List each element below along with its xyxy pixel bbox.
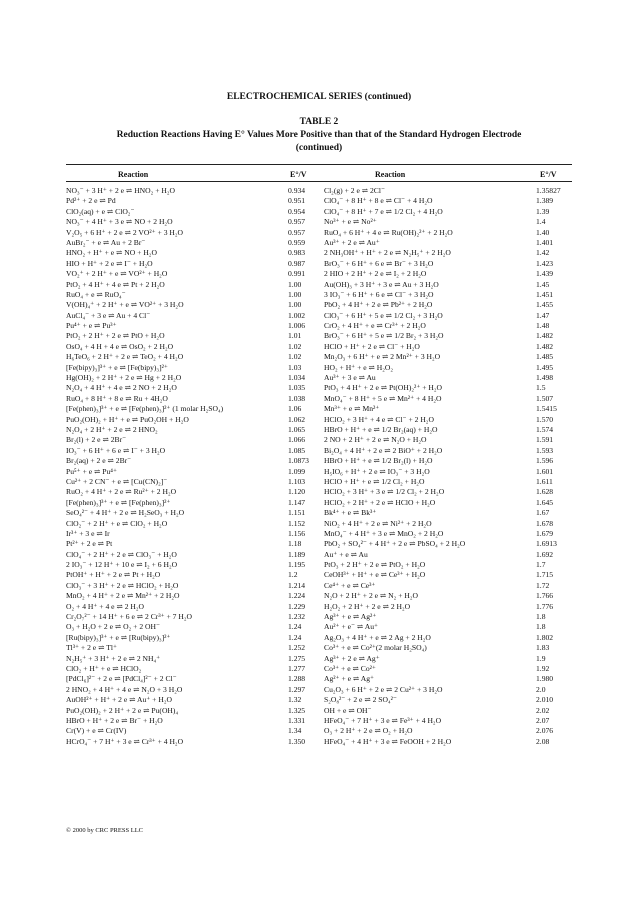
reaction-right-cell: RuO₄ + 6 H⁺ + 4 e ⇌ Ru(OH)₂²⁺ + 2 H₂O [324,227,453,237]
potential-right-cell: 1.455 [536,300,554,310]
reaction-right-cell: Co³⁺ + e ⇌ Co²⁺(2 molar H₂SO₄) [324,643,427,653]
potential-right-cell: 1.628 [536,487,554,497]
potential-right-cell: 1.47 [536,310,550,320]
potential-left-cell: 1.189 [288,549,306,559]
reaction-right-cell: HClO₂ + 3 H⁺ + 3 e ⇌ 1/2 Cl₂ + 2 H₂O [324,487,445,497]
potential-left-cell: 1.085 [288,445,306,455]
table-label: TABLE 2 [299,117,339,127]
potential-left-cell: 1.02 [288,352,302,362]
reaction-left-cell: NO₃⁻ + 3 H⁺ + 2 e ⇌ HNO₂ + H₂O [66,186,175,195]
reaction-left-cell: Pu⁵⁺ + e ⇌ Pu⁴⁺ [66,466,117,476]
table-row [66,238,572,248]
potential-left-cell: 1.006 [288,321,306,331]
potential-right-cell: 1.570 [536,414,554,424]
table-row [66,550,572,560]
reaction-left-cell: MnO₂ + 4 H⁺ + 2 e ⇌ Mn²⁺ + 2 H₂O [66,591,180,601]
potential-right-cell: 1.423 [536,258,554,268]
reaction-left-cell: Cr₂O₇²⁻ + 14 H⁺ + 6 e ⇌ 2 Cr³⁺ + 7 H₂O [66,612,192,622]
table-row [66,435,572,445]
table-row [66,508,572,518]
table-row [66,228,572,238]
potential-right-cell: 1.451 [536,289,554,299]
reaction-left-cell: NO₃⁻ + 4 H⁺ + 3 e ⇌ NO + 2 H₂O [66,217,173,227]
potential-left-cell: 1.24 [288,622,302,632]
reaction-right-cell: Au(OH)₃ + 3 H⁺ + 3 e ⇌ Au + 3 H₂O [324,279,439,289]
table-row [66,467,572,477]
reaction-right-cell: HClO₂ + 3 H⁺ + 4 e ⇌ Cl⁻ + 2 H₂O [324,414,434,424]
potential-left-cell: 0.957 [288,217,306,227]
reaction-left-cell: RuO₄ + 8 H⁺ + 8 e ⇌ Ru + 4H₂O [66,393,168,403]
potential-left-cell: 1.331 [288,715,306,725]
reaction-left-cell: [Ru(bipy)₃]³⁺ + e ⇌ [Ru(bipy)₃]²⁺ [66,632,171,642]
reaction-right-cell: Ag₂O₃ + 4 H⁺ + e ⇌ 2 Ag + 2 H₂O [324,632,431,642]
reaction-left-cell: O₂ + 4 H⁺ + 4 e ⇌ 2 H₂O [66,601,145,611]
reaction-right-cell: No³⁺ + e ⇌ No²⁺ [324,217,377,227]
table-header-rule [66,181,572,182]
reaction-left-cell: ClO₂(aq) + e ⇌ ClO₂⁻ [66,206,135,216]
table-row [66,706,572,716]
potential-right-cell: 1.39 [536,206,550,216]
reaction-right-cell: MnO₄⁻ + 8 H⁺ + 5 e ⇌ Mn²⁺ + 4 H₂O [324,393,442,403]
potential-left-cell: 0.934 [288,186,306,195]
reaction-right-cell: Ag²⁺ + e ⇌ Ag⁺ [324,674,375,684]
potential-left-cell: 1.038 [288,393,306,403]
potential-right-cell: 1.48 [536,321,550,331]
reaction-right-cell: ClO₄⁻ + 8 H⁺ + 8 e ⇌ Cl⁻ + 4 H₂O [324,196,433,206]
potential-left-cell: 1.00 [288,289,302,299]
potential-left-cell: 1.002 [288,310,306,320]
reaction-right-cell: HBrO + H⁺ + e ⇌ 1/2 Br₂(aq) + H₂O [324,424,438,434]
reaction-right-cell: HClO + H⁺ + e ⇌ 1/2 Cl₂ + H₂O [324,476,425,486]
reaction-right-cell: PbO₂ + 4 H⁺ + 2 e ⇌ Pb²⁺ + 2 H₂O [324,300,433,310]
reaction-left-cell: Hg(OH)₂ + 2 H⁺ + 2 e ⇌ Hg + 2 H₂O [66,373,182,383]
potential-right-cell: 2.010 [536,695,554,705]
reaction-right-cell: Mn³⁺ + e ⇌ Mn²⁺ [324,404,380,414]
table-row [66,394,572,404]
table-row [66,498,572,508]
potential-left-cell: 1.00 [288,279,302,289]
reaction-right-cell: MnO₄⁻ + 4 H⁺ + 3 e ⇌ MnO₂ + 2 H₂O [324,528,444,538]
potential-right-cell: 1.439 [536,269,554,279]
table-row [66,352,572,362]
potential-left-cell: 1.195 [288,560,306,570]
reaction-left-cell: Br₂(aq) + 2 e ⇌ 2Br⁻ [66,456,132,466]
table-row [66,664,572,674]
reaction-right-cell: H₂O₂ + 2 H⁺ + 2 e ⇌ 2 H₂O [324,601,411,611]
potential-left-cell: 1.297 [288,684,306,694]
reaction-right-cell: 2 NO + 2 H⁺ + 2 e ⇌ N₂O + H₂O [324,435,427,445]
table-row [66,529,572,539]
reaction-left-cell: ClO₄⁻ + 2 H⁺ + 2 e ⇌ ClO₃⁻ + H₂O [66,549,177,559]
table-row [66,280,572,290]
reaction-right-cell: Cl₂(g) + 2 e ⇌ 2Cl⁻ [324,186,385,195]
reaction-right-cell: OH + e ⇌ OH⁻ [324,705,372,715]
potential-left-cell: 1.152 [288,518,306,528]
potential-right-cell: 1.980 [536,674,554,684]
potential-right-cell: 1.495 [536,362,554,372]
column-header-e-right: E°/V [540,170,557,179]
reaction-left-cell: V₂O₅ + 6 H⁺ + 2 e ⇌ 2 VO²⁺ + 3 H₂O [66,227,184,237]
table-row [66,446,572,456]
reaction-left-cell: V(OH)₄⁺ + 2 H⁺ + e ⇌ VO²⁺ + 3 H₂O [66,300,184,310]
reaction-left-cell: O₃ + H₂O + 2 e ⇌ O₂ + 2 OH⁻ [66,622,161,632]
table-row [66,300,572,310]
potential-left-cell: 1.06 [288,404,302,414]
reaction-right-cell: Ce⁴⁺ + e ⇌ Ce³⁺ [324,580,376,590]
reaction-right-cell: HO₂ + H⁺ + e ⇌ H₂O₂ [324,362,394,372]
table-row [66,290,572,300]
potential-right-cell: 1.6913 [536,539,557,549]
reaction-right-cell: Au⁺ + e ⇌ Au [324,549,368,559]
reaction-left-cell: Cu²⁺ + 2 CN⁻ + e ⇌ [Cu(CN)₂]⁻ [66,476,168,486]
potential-right-cell: 1.8 [536,622,546,632]
reaction-right-cell: Bk⁴⁺ + e ⇌ Bk³⁺ [324,508,377,518]
potential-left-cell: 1.034 [288,373,306,383]
table-row [66,404,572,414]
reaction-left-cell: [PdCl₆]²⁻ + 2 e ⇌ [PdCl₄]²⁻ + 2 Cl⁻ [66,674,177,684]
reaction-right-cell: PtO₃ + 2 H⁺ + 2 e ⇌ PtO₂ + H₂O [324,560,426,570]
potential-left-cell: 1.066 [288,435,306,445]
table-row [66,560,572,570]
table-row [66,685,572,695]
table-row [66,477,572,487]
reaction-right-cell: HClO + H⁺ + 2 e ⇌ Cl⁻ + H₂O [324,341,420,351]
potential-right-cell: 1.5415 [536,404,557,414]
reaction-right-cell: HFeO₄⁻ + 7 H⁺ + 3 e ⇌ Fe³⁺ + 4 H₂O [324,715,442,725]
potential-left-cell: 1.277 [288,663,306,673]
potential-right-cell: 1.67 [536,508,550,518]
potential-right-cell: 1.574 [536,424,554,434]
reaction-left-cell: N₂O₄ + 4 H⁺ + 4 e ⇌ 2 NO + 2 H₂O [66,383,177,393]
reaction-left-cell: Br₂(l) + 2 e ⇌ 2Br⁻ [66,435,127,445]
table-row [66,622,572,632]
reaction-left-cell: [Fe(phen)₃]³⁺ + e ⇌ [Fe(phen)₃]²⁺ (1 molar H₂SO₄) [66,404,224,414]
table-row [66,591,572,601]
reaction-left-cell: ClO₂⁻ + 2 H⁺ + e ⇌ ClO₂ + H₂O [66,518,168,528]
potential-left-cell: 1.252 [288,643,306,653]
reaction-left-cell: VO₂⁺ + 2 H⁺ + e ⇌ VO²⁺ + H₂O [66,269,168,279]
reaction-left-cell: Pd²⁺ + 2 e ⇌ Pd [66,196,116,206]
potential-right-cell: 1.498 [536,373,554,383]
reaction-right-cell: ClO₃⁻ + 6 H⁺ + 5 e ⇌ 1/2 Cl₂ + 3 H₂O [324,310,443,320]
potential-right-cell: 1.678 [536,518,554,528]
reaction-left-cell: [Fe(phen)₃]³⁺ + e ⇌ [Fe(phen)₃]²⁺ [66,497,171,507]
potential-left-cell: 1.214 [288,580,306,590]
potential-left-cell: 1.288 [288,674,306,684]
potential-right-cell: 1.4 [536,217,546,227]
potential-right-cell: 1.715 [536,570,554,580]
potential-left-cell: 1.32 [288,695,302,705]
potential-right-cell: 1.92 [536,663,550,673]
potential-right-cell: 1.601 [536,466,554,476]
potential-left-cell: 1.229 [288,601,306,611]
reaction-left-cell: AuCl₄⁻ + 3 e ⇌ Au + 4 Cl⁻ [66,310,151,320]
potential-right-cell: 1.645 [536,497,554,507]
reaction-left-cell: PuO₂(OH)₂ + H⁺ + e ⇌ PuO₂OH + H₂O [66,414,189,424]
potential-left-cell: 1.350 [288,736,306,746]
reaction-left-cell: AuOH²⁺ + H⁺ + 2 e ⇌ Au⁺ + H₂O [66,695,172,705]
reaction-right-cell: S₂O₈²⁻ + 2 e ⇌ 2 SO₄²⁻ [324,695,397,705]
potential-right-cell: 1.485 [536,352,554,362]
table-row [66,363,572,373]
table-row [66,259,572,269]
reaction-left-cell: IO₃⁻ + 6 H⁺ + 6 e ⇌ I⁻ + 3 H₂O [66,445,166,455]
reaction-right-cell: Ag³⁺ + 2 e ⇌ Ag⁺ [324,653,380,663]
potential-left-cell: 0.951 [288,196,306,206]
table-row [66,248,572,258]
reaction-right-cell: NiO₂ + 4 H⁺ + 2 e ⇌ Ni²⁺ + 2 H₂O [324,518,432,528]
potential-right-cell: 1.72 [536,580,550,590]
reaction-right-cell: BrO₃⁻ + 6 H⁺ + 6 e ⇌ Br⁻ + 3 H₂O [324,258,434,268]
reaction-right-cell: Cu₂O₃ + 6 H⁺ + 2 e ⇌ 2 Cu²⁺ + 3 H₂O [324,684,443,694]
potential-right-cell: 1.5 [536,383,546,393]
reaction-left-cell: SeO₄²⁻ + 4 H⁺ + 2 e ⇌ H₂SeO₃ + H₂O [66,508,185,518]
potential-left-cell: 1.02 [288,341,302,351]
potential-right-cell: 1.9 [536,653,546,663]
potential-left-cell: 1.24 [288,632,302,642]
reaction-left-cell: ClO₂ + H⁺ + e ⇌ HClO₂ [66,663,142,673]
potential-right-cell: 1.42 [536,248,550,258]
table-row [66,487,572,497]
table-row [66,269,572,279]
potential-left-cell: 1.120 [288,487,306,497]
reaction-left-cell: HCrO₄⁻ + 7 H⁺ + 3 e ⇌ Cr³⁺ + 4 H₂O [66,736,184,746]
table-row [66,331,572,341]
table-row [66,539,572,549]
table-row [66,716,572,726]
table-row [66,415,572,425]
potential-left-cell: 1.18 [288,539,302,549]
reaction-right-cell: Mn₂O₃ + 6 H⁺ + e ⇌ 2 Mn²⁺ + 3 H₂O [324,352,441,362]
table-row [66,674,572,684]
table-row [66,383,572,393]
column-header-reaction-left: Reaction [118,170,149,179]
potential-left-cell: 0.983 [288,248,306,258]
table-row [66,612,572,622]
table-top-rule [66,164,572,165]
potential-right-cell: 1.593 [536,445,554,455]
potential-right-cell: 1.679 [536,528,554,538]
table-row [66,726,572,736]
table-row [66,311,572,321]
reaction-left-cell: ClO₃⁻ + 3 H⁺ + 2 e ⇌ HClO₂ + H₂O [66,580,179,590]
reaction-left-cell: Pt²⁺ + 2 e ⇌ Pt [66,539,113,549]
table-row [66,321,572,331]
potential-right-cell: 1.692 [536,549,554,559]
potential-left-cell: 0.954 [288,206,306,216]
reaction-right-cell: 2 HIO + 2 H⁺ + 2 e ⇌ I₂ + 2 H₂O [324,269,427,279]
column-header-reaction-right: Reaction [375,170,406,179]
reaction-left-cell: Pu⁴⁺ + e ⇌ Pu³⁺ [66,321,117,331]
potential-right-cell: 1.7 [536,560,546,570]
potential-right-cell: 1.802 [536,632,554,642]
reaction-left-cell: PtO₂ + 4 H⁺ + 4 e ⇌ Pt + 2 H₂O [66,279,165,289]
potential-left-cell: 1.00 [288,300,302,310]
reaction-left-cell: OsO₄ + 4 H + 4 e ⇌ OsO₂ + 2 H₂O [66,341,174,351]
reaction-left-cell: RuO₄ + e ⇌ RuO₄⁻ [66,289,126,299]
table-body [66,186,572,747]
table-row [66,643,572,653]
reaction-left-cell: H₆TeO₆ + 2 H⁺ + 2 e ⇌ TeO₂ + 4 H₂O [66,352,184,362]
potential-right-cell: 1.482 [536,341,554,351]
potential-right-cell: 1.776 [536,601,554,611]
reaction-right-cell: H₅IO₆ + H⁺ + 2 e ⇌ IO₃⁻ + 3 H₂O [324,466,430,476]
reaction-left-cell: Tl³⁺ + 2 e ⇌ Tl⁺ [66,643,117,653]
potential-left-cell: 1.34 [288,726,302,736]
potential-right-cell: 1.507 [536,393,554,403]
potential-right-cell: 2.076 [536,726,554,736]
reaction-right-cell: HFeO₄⁻ + 4 H⁺ + 3 e ⇌ FeOOH + 2 H₂O [324,736,452,746]
table-row [66,186,572,196]
potential-right-cell: 1.401 [536,237,554,247]
reaction-right-cell: Au³⁺ + 3 e ⇌ Au [324,373,376,383]
potential-right-cell: 1.766 [536,591,554,601]
potential-left-cell: 1.232 [288,612,306,622]
reaction-right-cell: Au²⁺ + e⁻ ⇌ Au⁺ [324,622,379,632]
reaction-right-cell: PbO₂ + SO₄²⁻ + 4 H⁺ + 2 e ⇌ PbSO₄ + 2 H₂O [324,539,466,549]
table-row [66,602,572,612]
section-title: ELECTROCHEMICAL SERIES (continued) [226,92,412,102]
potential-left-cell: 1.224 [288,591,306,601]
reaction-left-cell: PtOH⁺ + H⁺ + 2 e ⇌ Pt + H₂O [66,570,161,580]
reaction-right-cell: Au³⁺ + 2 e ⇌ Au⁺ [324,237,380,247]
reaction-left-cell: Ir³⁺ + 3 e ⇌ Ir [66,528,110,538]
table-row [66,373,572,383]
potential-left-cell: 1.325 [288,705,306,715]
table-row [66,695,572,705]
potential-right-cell: 2.0 [536,684,546,694]
potential-right-cell: 2.08 [536,736,550,746]
reaction-right-cell: HClO₂ + 2 H⁺ + 2 e ⇌ HClO + H₂O [324,497,436,507]
potential-right-cell: 2.02 [536,705,550,715]
table-row [66,342,572,352]
table-caption-continued: (continued) [295,143,343,153]
potential-right-cell: 1.611 [536,476,553,486]
potential-right-cell: 1.83 [536,643,550,653]
potential-left-cell: 1.035 [288,383,306,393]
table-row [66,217,572,227]
potential-left-cell: 1.147 [288,497,306,507]
table-row [66,570,572,580]
potential-left-cell: 1.099 [288,466,306,476]
potential-left-cell: 0.991 [288,269,306,279]
potential-left-cell: 0.959 [288,237,306,247]
reaction-left-cell: [Fe(bipy)₃]³⁺ + e ⇌ [Fe(bipy)₃]²⁺ [66,362,168,372]
potential-right-cell: 1.35827 [536,186,561,195]
table-row [66,581,572,591]
reaction-left-cell: HNO₂ + H⁺ + e ⇌ NO + H₂O [66,248,157,258]
reaction-left-cell: HIO + H⁺ + 2 e ⇌ I⁻ + H₂O [66,258,153,268]
reaction-right-cell: BrO₃⁻ + 6 H⁺ + 5 e ⇌ 1/2 Br₂ + 3 H₂O [324,331,444,341]
column-header-e-left: E°/V [290,170,307,179]
reaction-left-cell: N₂O₄ + 2 H⁺ + 2 e ⇌ 2 HNO₂ [66,424,158,434]
reaction-left-cell: PuO₂(OH)₂ + 2 H⁺ + 2 e ⇌ Pu(OH)₄ [66,705,179,715]
potential-left-cell: 1.151 [288,508,306,518]
potential-right-cell: 1.596 [536,456,554,466]
reaction-left-cell: N₂H₅⁺ + 3 H⁺ + 2 e ⇌ 2 NH₄⁺ [66,653,161,663]
potential-left-cell: 1.103 [288,476,306,486]
potential-left-cell: 1.065 [288,424,306,434]
reaction-right-cell: Bi₂O₄ + 4 H⁺ + 2 e ⇌ 2 BiO⁺ + 2 H₂O [324,445,443,455]
reaction-right-cell: CeOH³⁺ + H⁺ + e ⇌ Ce³⁺ + H₂O [324,570,426,580]
potential-right-cell: 1.482 [536,331,554,341]
potential-left-cell: 1.0873 [288,456,309,466]
potential-right-cell: 1.389 [536,196,554,206]
potential-right-cell: 1.591 [536,435,554,445]
potential-left-cell: 1.062 [288,414,306,424]
table-caption: Reduction Reactions Having E° Values More Positive than that of the Standard Hydrogen Electrode [116,130,522,140]
reaction-right-cell: N₂O + 2 H⁺ + 2 e ⇌ N₂ + H₂O [324,591,419,601]
potential-right-cell: 1.40 [536,227,550,237]
potential-left-cell: 1.275 [288,653,306,663]
potential-right-cell: 1.45 [536,279,550,289]
reaction-right-cell: 2 NH₃OH⁺ + H⁺ + 2 e ⇌ N₂H₅⁺ + 2 H₂O [324,248,451,258]
reaction-left-cell: 2 HNO₂ + 4 H⁺ + 4 e ⇌ N₂O + 3 H₂O [66,684,183,694]
potential-left-cell: 0.957 [288,227,306,237]
reaction-left-cell: PtO₂ + 2 H⁺ + 2 e ⇌ PtO + H₂O [66,331,165,341]
potential-left-cell: 1.01 [288,331,302,341]
potential-left-cell: 1.156 [288,528,306,538]
table-row [66,654,572,664]
potential-right-cell: 1.8 [536,612,546,622]
potential-left-cell: 0.987 [288,258,306,268]
reaction-left-cell: AuBr₂⁻ + e ⇌ Au + 2 Br⁻ [66,237,146,247]
reaction-right-cell: PtO₃ + 4 H⁺ + 2 e ⇌ Pt(OH)₂²⁺ + H₂O [324,383,443,393]
reaction-left-cell: 2 IO₃⁻ + 12 H⁺ + 10 e ⇌ I₂ + 6 H₂O [66,560,178,570]
table-row [66,737,572,747]
reaction-left-cell: Cr(V) + e ⇌ Cr(IV) [66,726,127,736]
table-row [66,519,572,529]
table-row [66,196,572,206]
table-row [66,633,572,643]
reaction-left-cell: RuO₂ + 4 H⁺ + 2 e ⇌ Ru²⁺ + 2 H₂O [66,487,177,497]
table-row [66,425,572,435]
reaction-right-cell: O₃ + 2 H⁺ + 2 e ⇌ O₂ + H₂O [324,726,413,736]
reaction-right-cell: CrO₂ + 4 H⁺ + e ⇌ Cr³⁺ + 2 H₂O [324,321,426,331]
reaction-right-cell: HBrO + H⁺ + e ⇌ 1/2 Br₂(l) + H₂O [324,456,433,466]
reaction-left-cell: HBrO + H⁺ + 2 e ⇌ Br⁻ + H₂O [66,715,163,725]
reaction-right-cell: 3 IO₃⁻ + 6 H⁺ + 6 e ⇌ Cl⁻ + 3 H₂O [324,289,434,299]
reaction-right-cell: Ag³⁺ + e ⇌ Ag²⁺ [324,612,377,622]
potential-left-cell: 1.2 [288,570,298,580]
reaction-right-cell: Co³⁺ + e ⇌ Co²⁺ [324,663,376,673]
potential-right-cell: 2.07 [536,715,550,725]
potential-left-cell: 1.03 [288,362,302,372]
table-row [66,207,572,217]
table-row [66,456,572,466]
copyright-footer: © 2000 by CRC PRESS LLC [66,827,143,834]
reaction-right-cell: ClO₄⁻ + 8 H⁺ + 7 e ⇌ 1/2 Cl₂ + 4 H₂O [324,206,443,216]
